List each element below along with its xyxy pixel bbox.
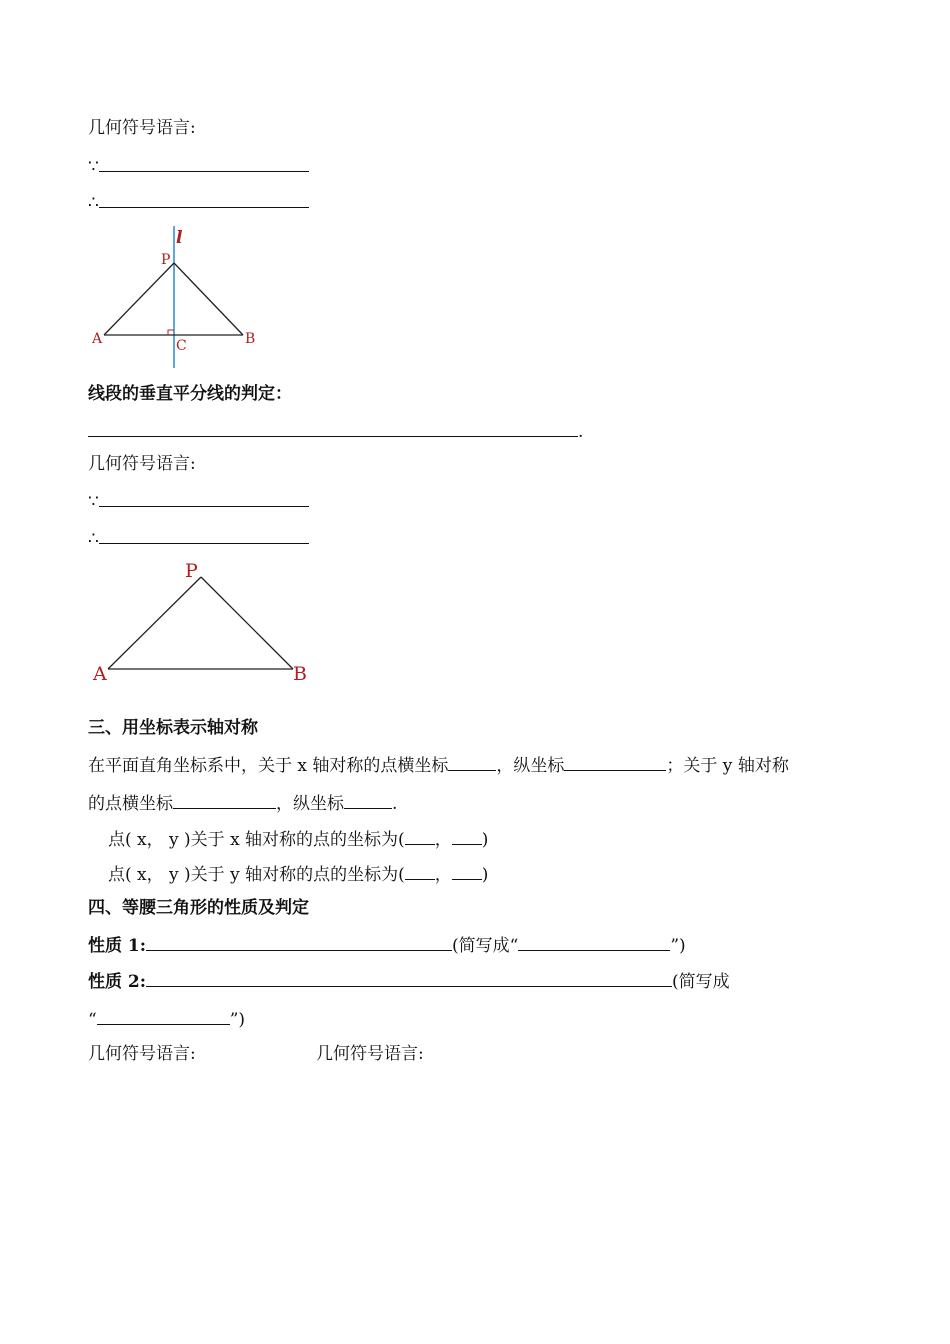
- criterion-blank[interactable]: [88, 418, 578, 437]
- text-segment: ): [481, 830, 489, 850]
- x-coordinate-blank[interactable]: [405, 861, 435, 880]
- segment-pb: [201, 577, 293, 669]
- point-label-a: A: [92, 331, 103, 347]
- therefore-blank[interactable]: [99, 189, 309, 208]
- axis-symmetry-paragraph-line-2: [88, 790, 397, 816]
- segment-pb: [174, 263, 243, 335]
- because-line-2: [88, 488, 309, 514]
- symbol-language-label-4: 几何符号语言:: [316, 1044, 424, 1064]
- text-segment: 点( x， y )关于 y 轴对称的点的坐标为(: [108, 865, 405, 885]
- therefore-blank[interactable]: [99, 525, 309, 544]
- text-segment: ；关于 y 轴对称: [666, 756, 789, 776]
- point-label-b: B: [245, 331, 256, 347]
- therefore-symbol: ∴: [88, 193, 99, 213]
- segment-pa: [104, 263, 174, 335]
- x-axis-symmetric-point-rule: [108, 826, 488, 852]
- because-symbol: ∵: [88, 492, 99, 512]
- text-segment: 的点横坐标: [88, 794, 173, 814]
- symbol-language-label-3: 几何符号语言:: [88, 1044, 196, 1064]
- therefore-symbol: ∴: [88, 529, 99, 549]
- bisector-criterion-title: 线段的垂直平分线的判定：: [88, 384, 292, 404]
- perpendicular-bisector-figure: [85, 222, 305, 382]
- point-label-a: A: [93, 663, 107, 685]
- property-1-label: 性质 1:: [88, 936, 147, 956]
- bisector-criterion-statement: [88, 418, 583, 444]
- property-2-line: [88, 968, 730, 994]
- text-segment: ，: [434, 830, 452, 850]
- right-angle-mark: [168, 330, 174, 335]
- therefore-line-2: [88, 525, 309, 551]
- y-axis-abscissa-blank[interactable]: [173, 790, 276, 809]
- text-segment: ”): [670, 936, 686, 956]
- point-label-p: P: [185, 560, 198, 582]
- criterion-period: .: [578, 422, 584, 442]
- text-segment: ”): [229, 1010, 246, 1030]
- point-label-b: B: [293, 663, 307, 685]
- point-label-p: P: [161, 252, 171, 268]
- text-segment: (简写成: [672, 972, 730, 992]
- y-axis-symmetric-point-rule: [108, 861, 488, 887]
- y-axis-ordinate-blank[interactable]: [344, 790, 392, 809]
- because-blank[interactable]: [99, 488, 309, 507]
- text-segment: 点( x， y )关于 x 轴对称的点的坐标为(: [108, 830, 405, 850]
- text-segment: 在平面直角坐标系中，关于 x 轴对称的点横坐标: [88, 756, 449, 776]
- text-segment: (简写成“: [452, 936, 519, 956]
- section-three-title: 三、用坐标表示轴对称: [88, 718, 258, 738]
- property-1-line: [88, 932, 686, 958]
- text-segment: “: [88, 1010, 97, 1030]
- text-segment: ，: [434, 865, 452, 885]
- property-2-short-blank[interactable]: [97, 1006, 230, 1025]
- y-coordinate-blank[interactable]: [452, 861, 482, 880]
- symbol-language-label-2: 几何符号语言:: [88, 454, 196, 474]
- text-segment: ，纵坐标: [496, 756, 565, 776]
- axis-symmetry-paragraph-line-1: [88, 752, 789, 778]
- property-2-blank[interactable]: [146, 968, 672, 987]
- property-2-label: 性质 2:: [88, 972, 147, 992]
- segment-pa: [108, 577, 201, 669]
- x-axis-ordinate-blank[interactable]: [564, 752, 666, 771]
- because-blank[interactable]: [99, 153, 309, 172]
- property-2-short-line: [88, 1006, 245, 1032]
- text-segment: ，纵坐标: [276, 794, 344, 814]
- text-segment: .: [392, 794, 398, 814]
- because-symbol: ∵: [88, 157, 99, 177]
- property-1-blank[interactable]: [146, 932, 452, 951]
- line-label-l: l: [176, 228, 183, 248]
- property-1-short-blank[interactable]: [518, 932, 670, 951]
- x-axis-abscissa-blank[interactable]: [448, 752, 496, 771]
- section-four-title: 四、等腰三角形的性质及判定: [88, 898, 309, 918]
- point-label-c: C: [176, 338, 187, 354]
- because-line-1: [88, 153, 309, 179]
- therefore-line-1: [88, 189, 309, 215]
- triangle-pab-figure: [85, 556, 325, 686]
- y-coordinate-blank[interactable]: [452, 826, 482, 845]
- symbol-language-label-1: 几何符号语言:: [88, 118, 196, 138]
- text-segment: ): [481, 865, 489, 885]
- x-coordinate-blank[interactable]: [405, 826, 435, 845]
